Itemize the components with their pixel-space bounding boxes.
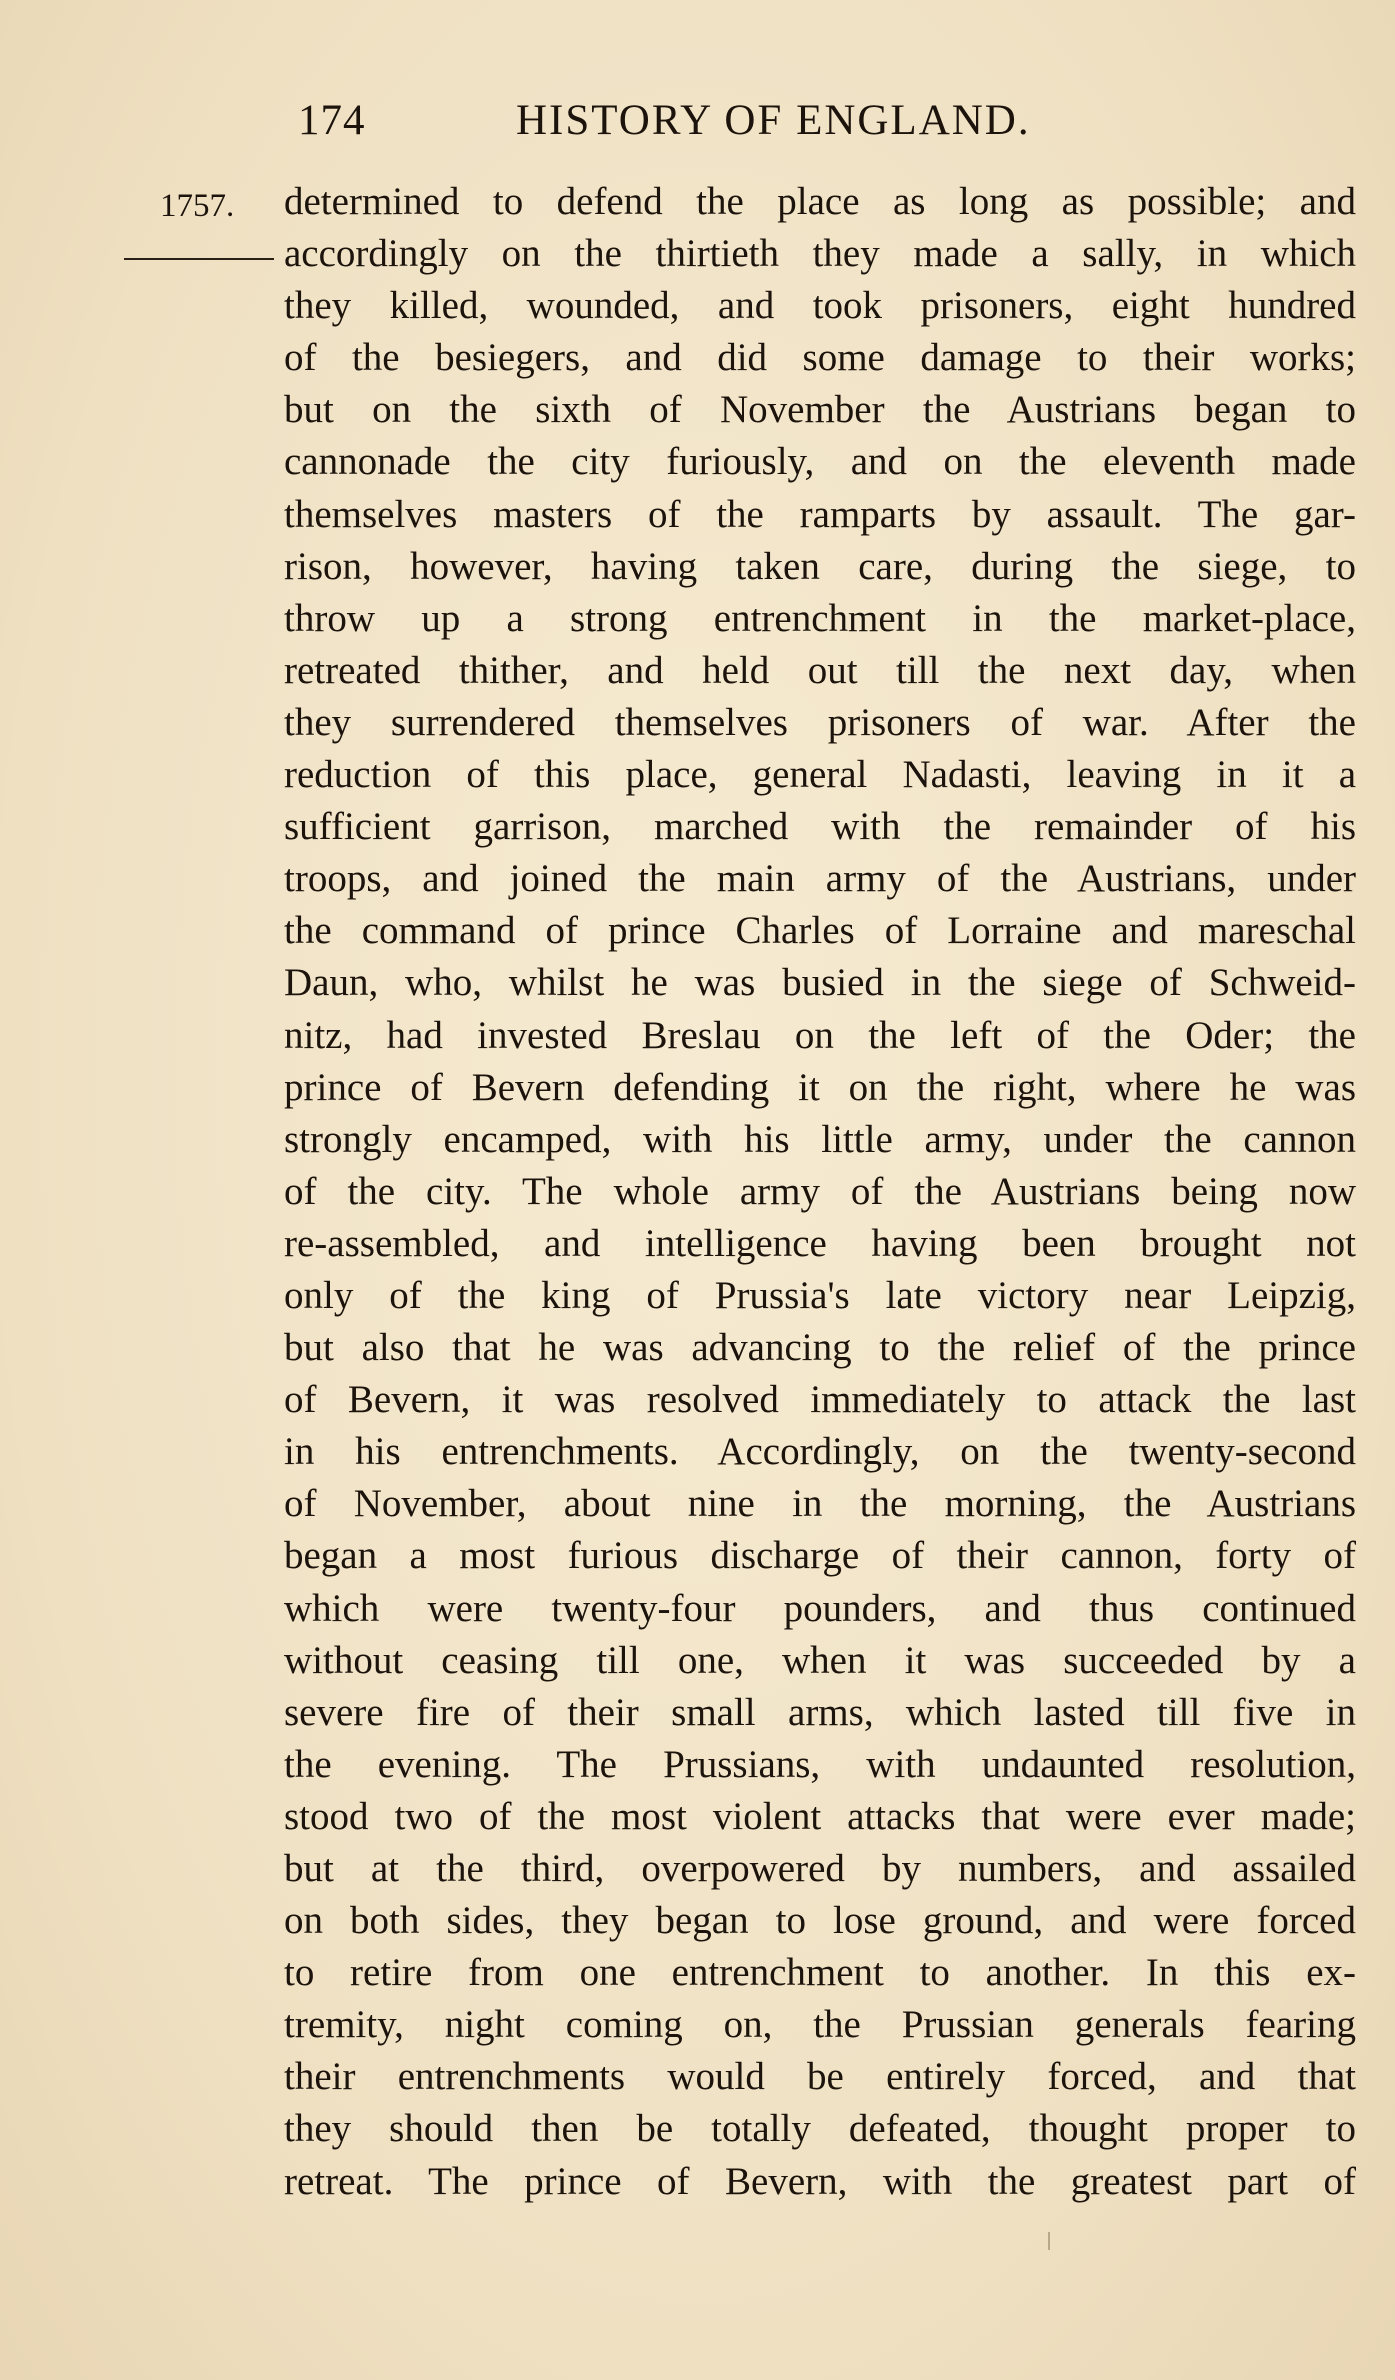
text-line: but at the third, overpowered by numbers, and assailed bbox=[284, 1847, 1356, 1890]
running-head bbox=[298, 96, 1128, 156]
text-line: prince of Bevern defending it on the right, where he was bbox=[284, 1065, 1356, 1109]
page-title: HISTORY OF ENGLAND. bbox=[516, 97, 1031, 144]
text-line: they killed, wounded, and took prisoners, eight hundred bbox=[284, 284, 1356, 328]
text-line: which were twenty-four pounders, and thus continued bbox=[284, 1586, 1356, 1630]
text-line: to retire from one entrenchment to another. In this ex- bbox=[284, 1951, 1356, 1995]
text-line: in his entrenchments. Accordingly, on the twenty-second bbox=[284, 1430, 1356, 1474]
text-line: throw up a strong entrenchment in the market-place, bbox=[284, 596, 1356, 640]
text-line: on both sides, they began to lose ground, and were forced bbox=[284, 1899, 1356, 1943]
text-line: retreated thither, and held out till the next day, when bbox=[284, 648, 1356, 692]
text-line: without ceasing till one, when it was succeeded by a bbox=[284, 1638, 1356, 1682]
text-line: tremity, night coming on, the Prussian generals fearing bbox=[284, 2003, 1356, 2047]
text-line: their entrenchments would be entirely forced, and that bbox=[284, 2055, 1356, 2099]
text-line: began a most furious discharge of their cannon, forty of bbox=[284, 1534, 1356, 1578]
paper-speck bbox=[1048, 2232, 1050, 2250]
text-line: of November, about nine in the morning, the Austrians bbox=[284, 1482, 1356, 1526]
text-line: nitz, had invested Breslau on the left of the Oder; the bbox=[284, 1013, 1356, 1057]
text-line: troops, and joined the main army of the Austrians, under bbox=[284, 857, 1356, 901]
text-line: they should then be totally defeated, thought proper to bbox=[284, 2107, 1356, 2151]
text-line: but also that he was advancing to the relief of the prince bbox=[284, 1326, 1356, 1370]
text-line: retreat. The prince of Bevern, with the greatest part of bbox=[284, 2159, 1356, 2203]
text-line: of Bevern, it was resolved immediately to attack the last bbox=[284, 1378, 1356, 1422]
text-line: the command of prince Charles of Lorraine and mareschal bbox=[284, 909, 1356, 953]
text-line: sufficient garrison, marched with the remainder of his bbox=[284, 805, 1356, 849]
text-line: but on the sixth of November the Austrians began to bbox=[284, 388, 1356, 432]
text-line: determined to defend the place as long as possible; and bbox=[284, 180, 1356, 223]
text-line: cannonade the city furiously, and on the eleventh made bbox=[284, 440, 1356, 484]
text-line: Daun, who, whilst he was busied in the siege of Schweid- bbox=[284, 961, 1356, 1005]
text-line: strongly encamped, with his little army, under the cannon bbox=[284, 1117, 1356, 1161]
page-number: 174 bbox=[298, 97, 366, 144]
text-line: they surrendered themselves prisoners of war. After the bbox=[284, 700, 1356, 744]
text-line: re-assembled, and intelligence having been brought not bbox=[284, 1221, 1356, 1265]
text-line: rison, however, having taken care, during the siege, to bbox=[284, 544, 1356, 588]
margin-year-note: 1757. bbox=[160, 188, 235, 224]
text-line: only of the king of Prussia's late victory near Leipzig, bbox=[284, 1273, 1356, 1317]
text-line: severe fire of their small arms, which lasted till five in bbox=[284, 1690, 1356, 1734]
text-line: reduction of this place, general Nadasti, leaving in it a bbox=[284, 753, 1356, 797]
margin-rule bbox=[124, 258, 274, 260]
text-line: of the city. The whole army of the Austrians being now bbox=[284, 1169, 1356, 1213]
text-line: the evening. The Prussians, with undaunted resolution, bbox=[284, 1742, 1356, 1786]
text-line: themselves masters of the ramparts by assault. The gar- bbox=[284, 492, 1356, 536]
body-text bbox=[284, 176, 1356, 2208]
text-line: accordingly on the thirtieth they made a sally, in which bbox=[284, 232, 1356, 276]
text-line: stood two of the most violent attacks that were ever made; bbox=[284, 1794, 1356, 1838]
text-line: of the besiegers, and did some damage to their works; bbox=[284, 336, 1356, 380]
